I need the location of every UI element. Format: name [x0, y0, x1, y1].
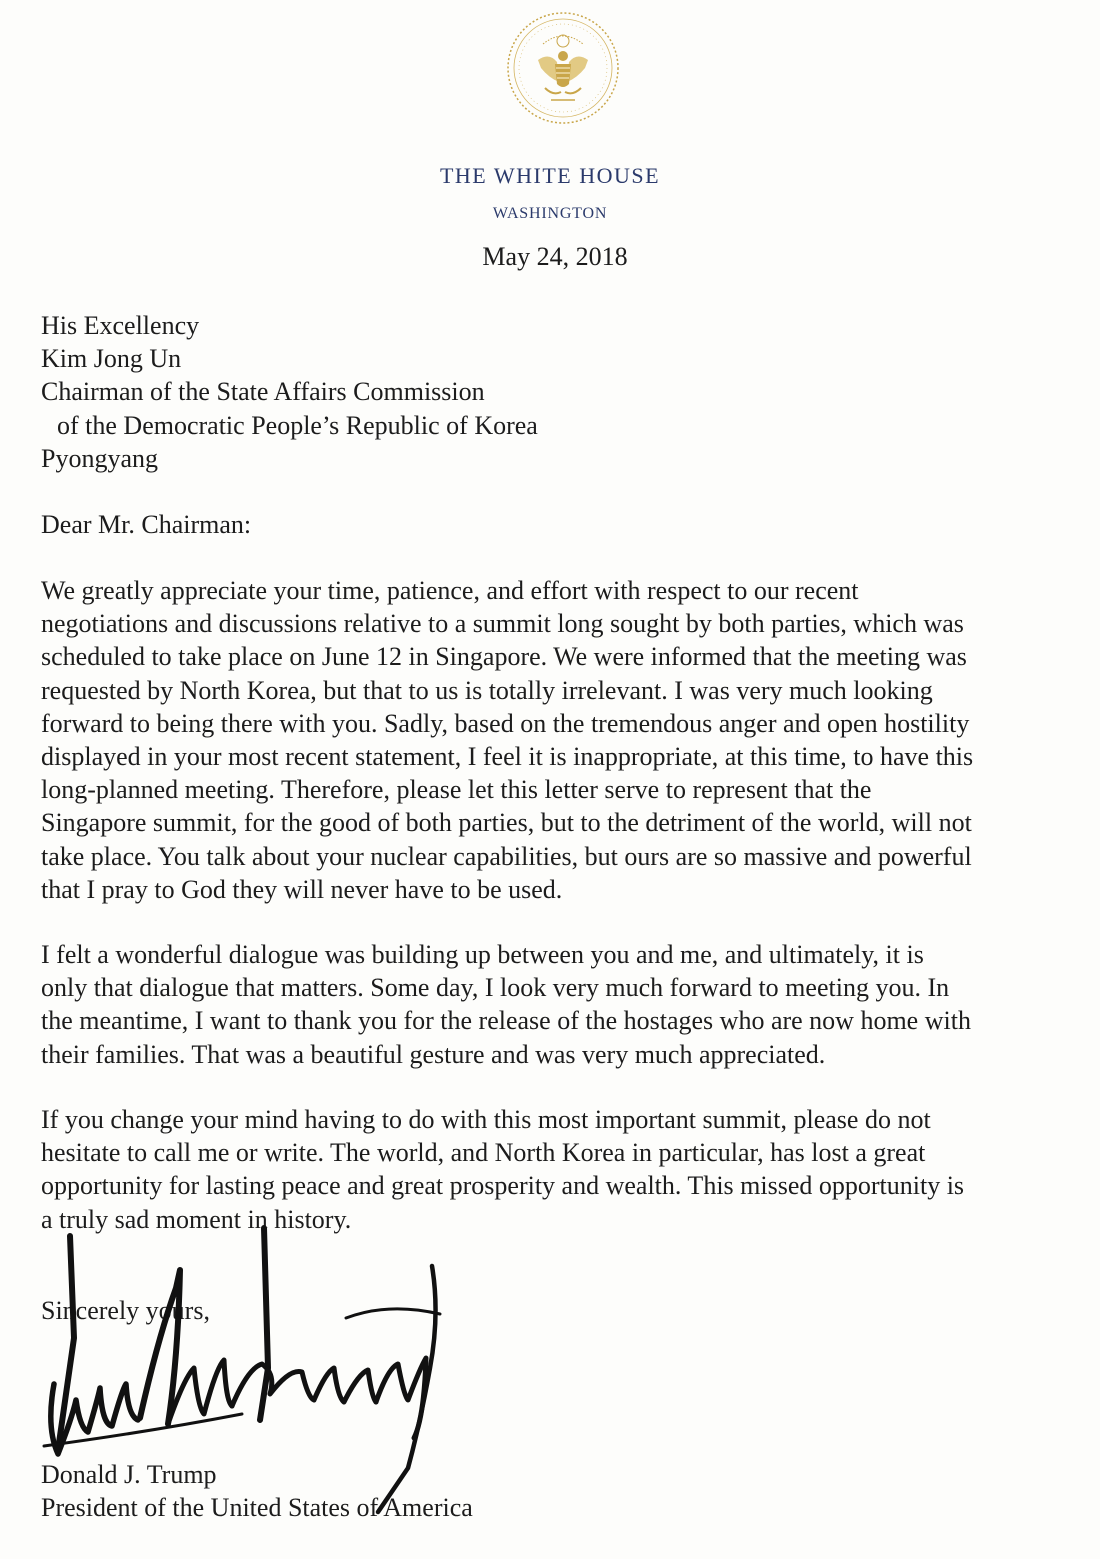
presidential-seal-icon — [503, 8, 623, 128]
body-paragraph-3 — [41, 1103, 964, 1236]
signer-name: Donald J. Trump — [41, 1460, 217, 1489]
paragraph-line: opportunity for lasting peace and great prosperity and wealth. This missed opportunity is — [41, 1171, 965, 1201]
body-paragraph-1 — [41, 574, 973, 906]
paragraph-line: We greatly appreciate your time, patience, and effort with respect to our recent — [41, 576, 859, 605]
paragraph-line: hesitate to call me or write. The world, and North Korea in particular, has lost a great — [41, 1138, 926, 1168]
addressee-line: Chairman of the State Affairs Commission — [41, 377, 485, 407]
paragraph-line: If you change your mind having to do with this most important summit, please do not — [41, 1105, 931, 1134]
paragraph-line: long-planned meeting. Therefore, please let this letter serve to represent that the — [41, 775, 872, 805]
letterhead-title: THE WHITE HOUSE — [439, 163, 661, 188]
paragraph-line: Singapore summit, for the good of both parties, but to the detriment of the world, will not — [41, 808, 972, 838]
salutation: Dear Mr. Chairman: — [41, 510, 252, 539]
paragraph-line: I felt a wonderful dialogue was building up between you and me, and ultimately, it is — [41, 940, 924, 969]
paragraph-line: a truly sad moment in history. — [41, 1204, 352, 1234]
addressee-line: His Excellency — [41, 311, 200, 340]
paragraph-line: scheduled to take place on June 12 in Singapore. We were informed that the meeting was — [41, 642, 967, 672]
paragraph-line: only that dialogue that matters. Some day, I look very much forward to meeting you. In — [41, 973, 950, 1003]
paragraph-line: requested by North Korea, but that to us is totally irrelevant. I was very much looking — [41, 675, 933, 705]
addressee-line: of the Democratic People’s Republic of Korea — [57, 410, 538, 440]
addressee-line: Pyongyang — [41, 443, 158, 473]
letterhead-subtitle: WASHINGTON — [492, 205, 608, 222]
paragraph-line: the meantime, I want to thank you for the release of the hostages who are now home with — [41, 1006, 971, 1036]
letter-date: May 24, 2018 — [482, 242, 628, 271]
paragraph-line: take place. You talk about your nuclear capabilities, but ours are so massive and powerful — [41, 841, 972, 871]
signer-title: President of the United States of America — [41, 1493, 473, 1523]
paragraph-line: their families. That was a beautiful gesture and was very much appreciated. — [41, 1039, 826, 1069]
signature-icon — [28, 1218, 458, 1528]
body-paragraph-2 — [41, 938, 971, 1071]
closing: Sincerely yours, — [41, 1296, 210, 1325]
paragraph-line: that I pray to God they will never have to be used. — [41, 874, 563, 904]
addressee-line: Kim Jong Un — [41, 344, 182, 374]
paragraph-line: displayed in your most recent statement, I feel it is inappropriate, at this time, to have this — [41, 742, 974, 772]
paragraph-line: forward to being there with you. Sadly, based on the tremendous anger and open hostility — [41, 708, 970, 738]
paragraph-line: negotiations and discussions relative to a summit long sought by both parties, which was — [41, 609, 964, 639]
addressee-block — [41, 309, 538, 475]
